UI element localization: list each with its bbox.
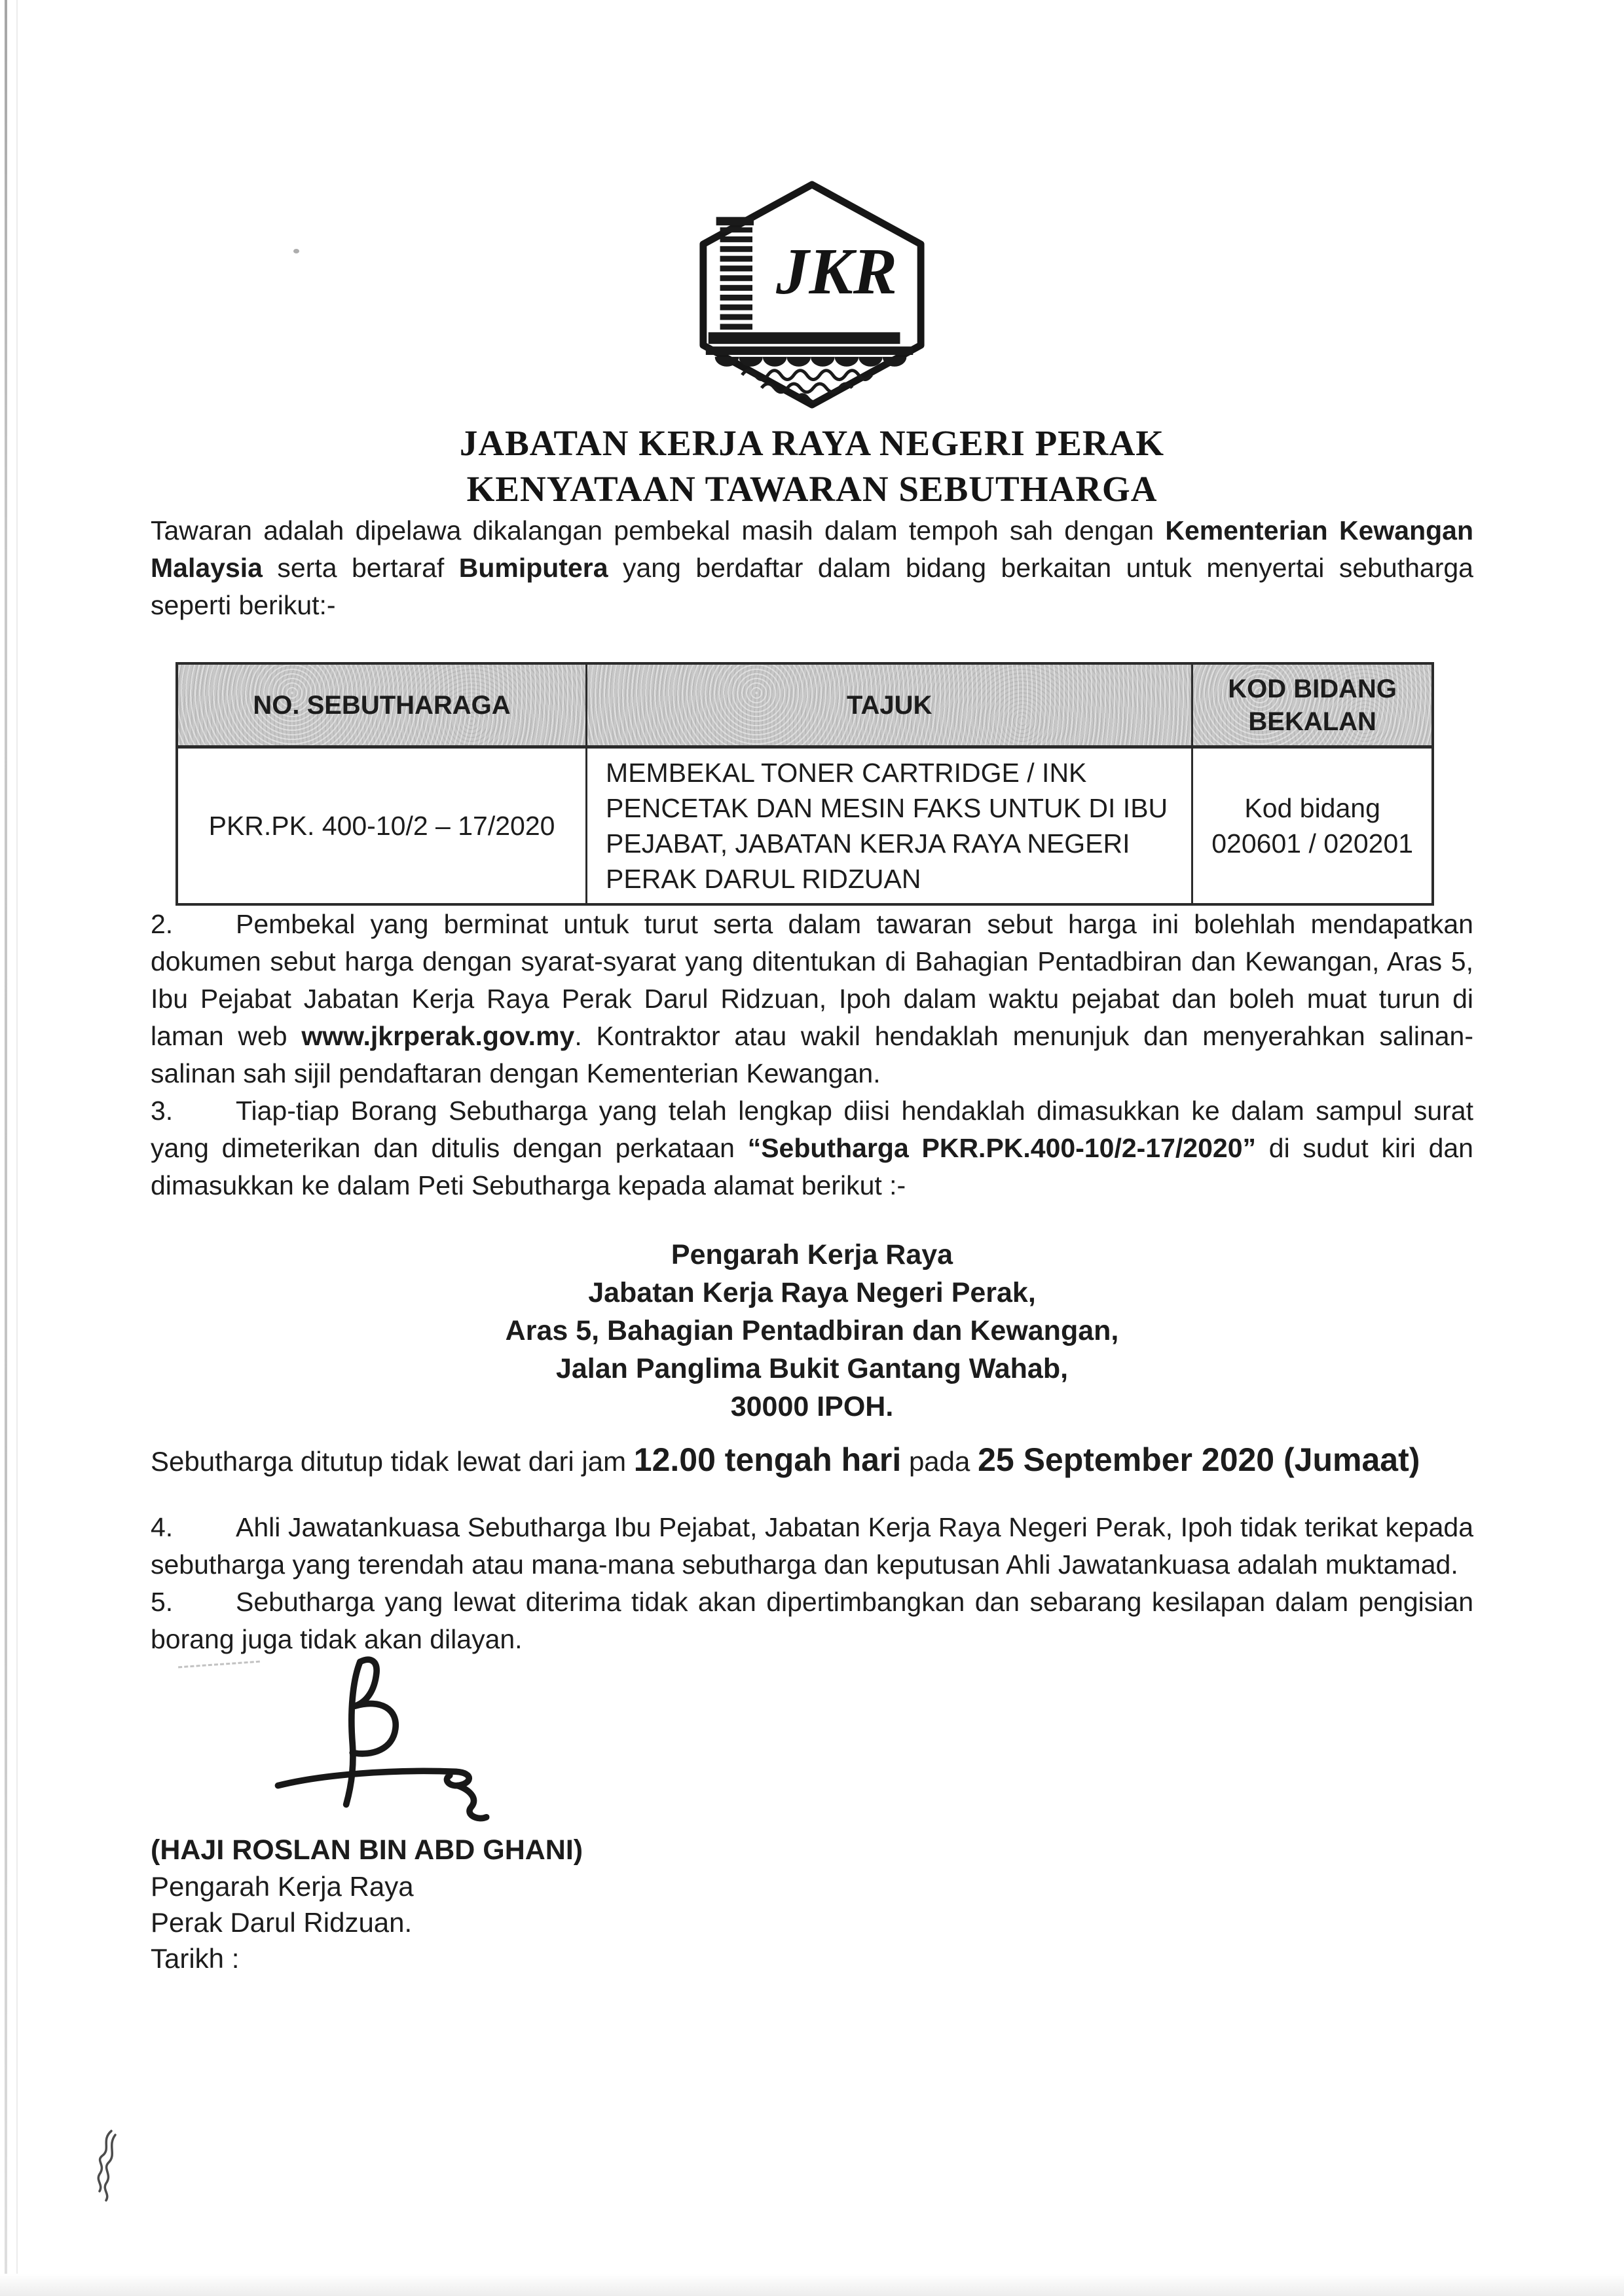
intro-seg1: Tawaran adalah dipelawa dikalangan pembekal masih dalam tempoh sah dengan <box>151 515 1166 546</box>
closing-seg3: pada <box>901 1446 978 1477</box>
paragraph-3-seg3: di sudut kiri dan dimasukkan ke dalam Peti Sebutharga kepada alamat berikut :- <box>151 1133 1473 1200</box>
table-header-no-sebutharga: NO. SEBUTHARAGA <box>178 665 585 749</box>
table-cell-no-sebutharga: PKR.PK. 400-10/2 – 17/2020 <box>208 811 555 841</box>
address-line-2: Jabatan Kerja Raya Negeri Perak, <box>588 1277 1036 1308</box>
signatory-role-2: Perak Darul Ridzuan. <box>151 1907 413 1938</box>
closing-bold-date: 25 September 2020 (Jumaat) <box>978 1441 1420 1478</box>
signature-area <box>151 1653 1473 1828</box>
logo-bridge-lower <box>706 346 913 355</box>
submission-address <box>151 1236 1473 1426</box>
title-line-1: JABATAN KERJA RAYA NEGERI PERAK <box>459 423 1165 463</box>
intro-bold-bumiputera: Bumiputera <box>458 553 608 583</box>
table-cell-kod-bidang <box>1193 749 1431 903</box>
paragraph-3-number: 3. <box>151 1096 174 1126</box>
closing-seg1: Sebutharga ditutup tidak lewat dari jam <box>151 1446 634 1477</box>
document-title <box>151 420 1473 512</box>
paragraph-5-number: 5. <box>151 1587 174 1617</box>
paragraph-2 <box>151 906 1473 1092</box>
address-line-3: Aras 5, Bahagian Pentadbiran dan Kewangan, <box>505 1315 1119 1346</box>
pencil-dash-mark <box>178 1661 260 1669</box>
paragraph-5 <box>151 1583 1473 1658</box>
intro-bold-kementerian: Kementerian Kewangan Malaysia <box>151 515 1474 583</box>
date-label: Tarikh : <box>151 1943 240 1974</box>
paragraph-2-seg3: . Kontraktor atau wakil hendaklah menunjuk dan menyerahkan salinan-salinan sah sijil pendaftaran dengan Kementerian Kewangan. <box>151 1021 1474 1088</box>
address-line-5: 30000 IPOH. <box>730 1391 894 1422</box>
paragraph-2-bold-website: www.jkrperak.gov.my <box>301 1021 575 1051</box>
kod-bidang-line2: 020601 / 020201 <box>1211 828 1414 859</box>
paragraph-5-text: Sebutharga yang lewat diterima tidak akan dipertimbangkan dan sebarang kesilapan dalam pengisian borang juga tidak akan dilayan. <box>151 1587 1473 1654</box>
closing-bold-time: 12.00 tengah hari <box>633 1441 902 1478</box>
paragraph-4 <box>151 1509 1473 1583</box>
intro-seg3: serta bertaraf <box>262 553 459 583</box>
scan-edge-artifact-left-2 <box>16 0 18 2296</box>
paragraph-3 <box>151 1092 1473 1204</box>
paragraph-2-seg1: Pembekal yang berminat untuk turut serta dalam tawaran sebut harga ini bolehlah mendapatkan dokumen sebut harga dengan syarat-syarat yang ditentukan di Bahagian Pentadbiran dan Kewangan, Aras 5, Ibu Pejabat Jabatan Kerja Raya Perak Darul Ridzuan, Ipoh dalam waktu pejabat dan boleh muat turun di laman web <box>151 909 1473 1051</box>
logo-jkr-text: JKR <box>776 234 898 308</box>
table-cell-tajuk: MEMBEKAL TONER CARTRIDGE / INK PENCETAK DAN MESIN FAKS UNTUK DI IBU PEJABAT, JABATAN KERJA RAYA NEGERI PERAK DARUL RIDZUAN <box>585 749 1193 903</box>
signatory-role-1: Pengarah Kerja Raya <box>151 1871 414 1902</box>
intro-seg5: yang berdaftar dalam bidang berkaitan untuk menyertai sebutharga seperti berikut:- <box>151 553 1473 620</box>
paragraph-3-bold-reference: “Sebutharga PKR.PK.400-10/2-17/2020” <box>747 1133 1257 1163</box>
document-content <box>151 0 1473 1976</box>
scan-edge-artifact-left <box>5 0 7 2296</box>
paragraph-2-number: 2. <box>151 909 174 939</box>
paragraph-4-text: Ahli Jawatankuasa Sebutharga Ibu Pejabat, Jabatan Kerja Raya Negeri Perak, Ipoh tidak terikat kepada sebutharga yang terendah atau mana-mana sebutharga dan keputusan Ahli Jawatankuasa adalah muktamad. <box>151 1512 1473 1580</box>
handwritten-signature <box>255 1654 530 1831</box>
logo-tower-cap <box>716 217 754 225</box>
logo-tower <box>720 227 752 332</box>
signatory-name: (HAJI ROSLAN BIN ABD GHANI) <box>151 1834 583 1866</box>
logo-bridge-upper <box>709 332 900 344</box>
jkr-logo-graphic <box>682 178 942 411</box>
tender-table <box>175 662 1434 906</box>
address-line-1: Pengarah Kerja Raya <box>671 1239 953 1270</box>
title-line-2: KENYATAAN TAWARAN SEBUTHARGA <box>466 469 1158 509</box>
address-line-4: Jalan Panglima Bukit Gantang Wahab, <box>555 1353 1069 1384</box>
paragraph-4-number: 4. <box>151 1512 174 1542</box>
intro-paragraph <box>151 512 1473 624</box>
scan-edge-artifact-bottom <box>0 2274 1624 2296</box>
kod-bidang-line1: Kod bidang <box>1244 793 1380 823</box>
closing-deadline-line <box>151 1440 1473 1481</box>
margin-scribble <box>90 2127 124 2206</box>
jkr-logo <box>682 178 942 411</box>
table-header-kod-bidang: KOD BIDANG BEKALAN <box>1193 665 1431 749</box>
table-header-tajuk: TAJUK <box>585 665 1193 749</box>
paragraph-3-seg1: Tiap-tiap Borang Sebutharga yang telah lengkap diisi hendaklah dimasukkan ke dalam sampul surat yang dimeterikan dan ditulis dengan perkataan <box>151 1096 1473 1163</box>
